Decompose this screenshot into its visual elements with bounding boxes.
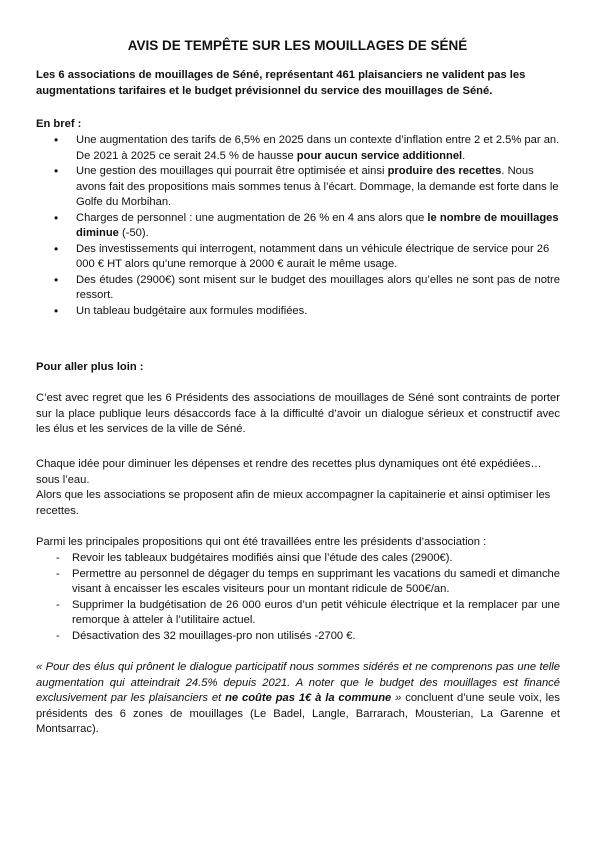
bullet-text: Des investissements qui interrogent, notamment dans un véhicule électrique de service pour 26 000 € HT alors qu’une remorque à 2000 € aurait le même usage. — [76, 242, 550, 270]
quote-text: « Pour des élus qui prônent le dialogue participatif nous sommes sidérés et ne comprenons pas une telle augmentation qui atteindrait 24.5% depuis 2021. A noter que le budget des mouillages est financé exclusivement par les plaisanciers et — [36, 661, 560, 704]
proposition-item — [36, 567, 560, 598]
bullet-text: Charges de personnel : une augmentation de 26 % en 4 ans alors que — [76, 211, 428, 224]
quote-emphasis: ne coûte pas 1€ à la commune — [225, 692, 392, 704]
proposition-item — [36, 629, 560, 645]
bullet-item-tableau — [36, 304, 560, 320]
bullet-emphasis: pour aucun service additionnel — [296, 149, 463, 162]
quote-attribution: concluent d’une seule voix, les présidents des 6 zones de mouillages (Le Badel, Langle, Barrarach, Mousterian, La Garenne et Montsarrac). — [36, 692, 560, 735]
bullet-text: (-50). — [118, 227, 149, 239]
paragraph-regret: C’est avec regret que les 6 Présidents des associations de mouillages de Séné sont contraints de porter sur la place publique leurs désaccords face à la difficulté d’avoir un dialogue sérieux et constructif avec les élus et les services de la ville de Séné. — [36, 392, 560, 435]
proposition-text: Revoir les tableaux budgétaires modifiés ainsi que l’étude des cales (2900€). — [72, 552, 453, 564]
bullet-item-investissements — [36, 242, 560, 273]
proposition-item — [36, 551, 560, 567]
bullet-text: Une gestion des mouillages qui pourrait être optimisée et ainsi — [76, 165, 388, 177]
bullet-text: . — [462, 149, 466, 162]
proposition-text: Supprimer la budgétisation de 26 000 euros d’un petit véhicule électrique et la remplacer par une remorque à atteler à l’utilitaire actuel. — [72, 598, 560, 626]
bullet-text: Un tableau budgétaire aux formules modifiées. — [76, 304, 308, 317]
bullet-item-charges — [36, 211, 560, 242]
paragraph-line: Chaque idée pour diminuer les dépenses et rendre des recettes plus dynamiques ont été expédiées… sous l’eau. — [36, 458, 542, 486]
bullet-emphasis: le nombre de mouillages diminue — [76, 211, 559, 239]
bullet-item-gestion — [36, 164, 560, 211]
document-title: AVIS DE TEMPÊTE SUR LES MOUILLAGES DE SÉNÉ — [127, 38, 468, 53]
closing-quote — [36, 660, 560, 738]
bullet-text: Des études (2900€) sont misent sur le budget des mouillages alors qu’elles ne sont pas de notre ressort. — [76, 273, 560, 301]
intro-paragraph: Les 6 associations de mouillages de Séné, représentant 461 plaisanciers ne valident pas les augmentations tarifaires et le budget prévisionnel du service des mouillages de Séné. — [36, 69, 526, 97]
bullet-text: Une augmentation des tarifs de 6,5% en 2025 dans un contexte d’inflation entre 2 et 2.5% par an. — [76, 134, 560, 146]
en-bref-list — [36, 133, 560, 319]
paragraph-idees — [36, 457, 560, 519]
bullet-text: . Nous avons fait des propositions mais sommes tenus à l’écart. Dommage, la demande est forte dans le Golfe du Morbihan. — [76, 165, 559, 208]
quote-text: » — [391, 692, 406, 704]
bullet-item-etudes — [36, 273, 560, 304]
bullet-item-tarifs — [36, 133, 560, 164]
propositions-list — [36, 551, 560, 644]
proposition-item — [36, 598, 560, 629]
paragraph-propositions-intro: Parmi les principales propositions qui ont été travaillées entre les présidents d’association : — [36, 536, 487, 548]
bullet-text: De 2021 à 2025 ce serait 24.5 % de hausse — [76, 149, 297, 162]
paragraph-line: Alors que les associations se proposent afin de mieux accompagner la capitainerie et ainsi optimiser les recettes. — [36, 489, 551, 517]
plus-loin-heading: Pour aller plus loin : — [36, 361, 144, 373]
proposition-text: Permettre au personnel de dégager du temps en supprimant les vacations du samedi et dimanche visant à encaisser les escales visiteurs pour un montant ridicule de 500€/an. — [72, 567, 560, 595]
bullet-emphasis: produire des recettes — [387, 165, 502, 177]
en-bref-heading: En bref : — [36, 118, 82, 130]
proposition-text: Désactivation des 32 mouillages-pro non utilisés -2700 €. — [72, 629, 356, 642]
